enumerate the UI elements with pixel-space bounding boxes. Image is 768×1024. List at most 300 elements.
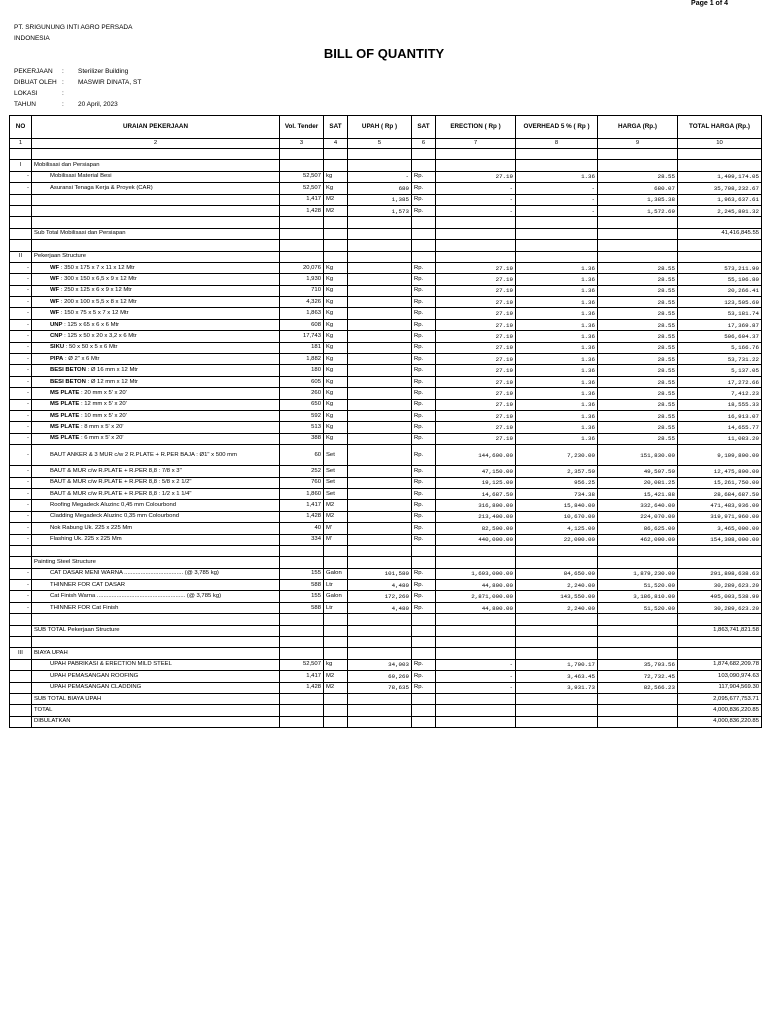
table-row: [10, 354, 762, 365]
item-currency: Rp.: [412, 445, 436, 466]
item-unit: M2: [324, 511, 348, 522]
item-dash: -: [10, 285, 32, 296]
col-sat2: SAT: [412, 116, 436, 139]
item-erection: -: [436, 183, 516, 194]
subtotal-row: [10, 693, 762, 704]
item-description: [32, 500, 280, 511]
table-row: [10, 331, 762, 342]
item-material: MS PLATE: [50, 401, 80, 408]
item-volume: 252: [280, 466, 324, 477]
item-dash: -: [10, 511, 32, 522]
item-dash: -: [10, 399, 32, 410]
item-currency: Rp.: [412, 205, 436, 216]
item-overhead: 1.36: [516, 354, 598, 365]
item-description: [32, 422, 280, 433]
item-upah: [348, 500, 412, 511]
item-overhead: 1,700.17: [516, 659, 598, 670]
item-overhead: 1.36: [516, 319, 598, 330]
item-total: 319,971,960.00: [678, 511, 762, 522]
item-description: [32, 171, 280, 182]
item-unit: Kg: [324, 308, 348, 319]
item-erection: 27.19: [436, 410, 516, 421]
item-overhead: 1.36: [516, 274, 598, 285]
item-upah: [348, 477, 412, 488]
item-erection: 27.19: [436, 376, 516, 387]
item-overhead: 2,357.50: [516, 466, 598, 477]
item-erection: 44,800.00: [436, 602, 516, 613]
item-erection: 27.19: [436, 422, 516, 433]
table-row: [10, 500, 762, 511]
item-overhead: 1.36: [516, 376, 598, 387]
item-description: [32, 511, 280, 522]
item-overhead: -: [516, 194, 598, 205]
blank-row: [10, 637, 762, 648]
item-label: : 125 x 65 x 6 x 6 Mtr: [64, 321, 120, 328]
item-total: 291,898,638.63: [678, 568, 762, 579]
item-total: 3,465,000.00: [678, 523, 762, 534]
item-total: 11,083.20: [678, 433, 762, 444]
item-upah: [348, 331, 412, 342]
subtotal-row: [10, 228, 762, 239]
table-row: [10, 422, 762, 433]
col-harga: HARGA (Rp.): [598, 116, 678, 139]
item-upah: [348, 297, 412, 308]
item-total: 35,708,232.67: [678, 183, 762, 194]
item-dash: -: [10, 433, 32, 444]
table-row: [10, 659, 762, 670]
item-label: : Ø 2" x 6 Mtr: [64, 355, 100, 362]
item-total: 12,475,890.00: [678, 466, 762, 477]
item-erection: 2,871,000.00: [436, 591, 516, 602]
item-currency: Rp.: [412, 511, 436, 522]
item-harga: 3,186,810.00: [598, 591, 678, 602]
item-label: : 350 x 175 x 7 x 11 x 12 Mtr: [60, 264, 135, 271]
subtotal-label: SUB TOTAL Pekerjaan Structure: [32, 625, 280, 636]
group-label: Painting Steel Structure: [32, 557, 280, 568]
item-currency: Rp.: [412, 274, 436, 285]
table-row: [10, 477, 762, 488]
header-row: [10, 116, 762, 139]
item-description: [32, 523, 280, 534]
subtotal-label: TOTAL: [32, 705, 280, 716]
col-overhead: OVERHEAD 5 % ( Rp ): [516, 116, 598, 139]
item-unit: M2: [324, 500, 348, 511]
item-description: [32, 534, 280, 545]
item-erection: 27.19: [436, 331, 516, 342]
boq-body: [10, 149, 762, 728]
item-upah: 680: [348, 183, 412, 194]
item-dash: -: [10, 183, 32, 194]
item-harga: 28.55: [598, 422, 678, 433]
item-upah: [348, 534, 412, 545]
item-volume: 4,326: [280, 297, 324, 308]
item-dash: -: [10, 354, 32, 365]
item-unit: Kg: [324, 354, 348, 365]
item-description: [32, 297, 280, 308]
item-volume: 180: [280, 365, 324, 376]
item-currency: Rp.: [412, 477, 436, 488]
col-total: TOTAL HARGA (Rp.): [678, 116, 762, 139]
item-total: 1,499,174.05: [678, 171, 762, 182]
item-label: : 300 x 150 x 6,5 x 9 x 12 Mtr: [60, 275, 137, 282]
item-harga: 680.07: [598, 183, 678, 194]
item-currency: Rp.: [412, 410, 436, 421]
item-label: : 10 mm x 5' x 20': [80, 412, 127, 419]
item-label: THINNER FOR Cat Finish: [50, 604, 119, 611]
page-number: Page 1 of 4: [691, 0, 728, 7]
item-volume: 1,428: [280, 682, 324, 693]
item-erection: 27.19: [436, 433, 516, 444]
table-row: [10, 365, 762, 376]
item-upah: 4,480: [348, 580, 412, 591]
col-sat: SAT: [324, 116, 348, 139]
item-dash: -: [10, 319, 32, 330]
item-description: [32, 319, 280, 330]
table-row: [10, 488, 762, 499]
item-total: 20,266.41: [678, 285, 762, 296]
item-total: 53,731.22: [678, 354, 762, 365]
col-erection: ERECTION ( Rp ): [436, 116, 516, 139]
item-label: BAUT & MUR c/w R.PLATE + R.PER 8,8 : 5/8 x 2 1/2": [50, 479, 192, 486]
item-unit: Kg: [324, 319, 348, 330]
col-upah: UPAH ( Rp ): [348, 116, 412, 139]
item-label: UPAH PABRIKASI & ERECTION MILD STEEL: [50, 661, 172, 668]
section-number: III: [10, 648, 32, 659]
item-description: [32, 682, 280, 693]
item-volume: 650: [280, 399, 324, 410]
item-currency: Rp.: [412, 488, 436, 499]
item-unit: Kg: [324, 365, 348, 376]
item-currency: Rp.: [412, 388, 436, 399]
item-currency: Rp.: [412, 399, 436, 410]
table-row: [10, 399, 762, 410]
item-dash: -: [10, 388, 32, 399]
item-volume: 334: [280, 534, 324, 545]
item-label: Asuransi Tenaga Kerja & Proyek (CAR): [50, 184, 153, 191]
item-harga: 28.55: [598, 262, 678, 273]
item-label: BAUT ANKER & 3 MUR c/w 2 R.PLATE + R.PER BAJA : Ø1" x 500 mm: [50, 451, 237, 458]
item-label: UPAH PEMASANGAN ROOFING: [50, 672, 139, 679]
item-description: [32, 205, 280, 216]
item-material: WF: [50, 298, 60, 305]
item-erection: 440,000.00: [436, 534, 516, 545]
subtotal-label: SUB TOTAL BIAYA UPAH: [32, 693, 280, 704]
item-volume: 1,428: [280, 205, 324, 216]
item-harga: 28.55: [598, 308, 678, 319]
item-overhead: 4,125.00: [516, 523, 598, 534]
item-unit: M2: [324, 682, 348, 693]
item-volume: 513: [280, 422, 324, 433]
item-upah: 34,003: [348, 659, 412, 670]
item-unit: M': [324, 523, 348, 534]
item-erection: 27.19: [436, 308, 516, 319]
item-upah: [348, 319, 412, 330]
item-volume: 710: [280, 285, 324, 296]
section-title: Pekerjaan Structure: [32, 251, 280, 262]
item-volume: 605: [280, 376, 324, 387]
item-harga: 28.55: [598, 433, 678, 444]
item-label: CAT DASAR MENI WARNA .................................... (@ 3,785 kg): [50, 570, 219, 577]
item-currency: Rp.: [412, 422, 436, 433]
item-currency: Rp.: [412, 297, 436, 308]
item-harga: 28.55: [598, 388, 678, 399]
subtotal-value: 41,416,845.55: [678, 228, 762, 239]
table-row: [10, 523, 762, 534]
item-label: : 8 mm x 5' x 20': [80, 424, 124, 431]
item-erection: 27.19: [436, 388, 516, 399]
item-description: [32, 659, 280, 670]
blank-row: [10, 614, 762, 625]
subtotal-value: 2,095,677,753.71: [678, 693, 762, 704]
item-overhead: 1.36: [516, 399, 598, 410]
item-dash: [10, 671, 32, 682]
item-overhead: 956.25: [516, 477, 598, 488]
item-label: THINNER FOR CAT DASAR: [50, 581, 126, 588]
item-overhead: -: [516, 205, 598, 216]
section-title: BIAYA UPAH: [32, 648, 280, 659]
item-label: Cat Finish Warna ...................................................... (@ 3,785 kg): [50, 593, 222, 600]
item-harga: 51,520.00: [598, 602, 678, 613]
item-overhead: 1.36: [516, 365, 598, 376]
item-description: [32, 466, 280, 477]
table-row: [10, 376, 762, 387]
item-dash: -: [10, 274, 32, 285]
item-dash: -: [10, 171, 32, 182]
item-volume: 388: [280, 433, 324, 444]
item-label: BAUT & MUR c/w R.PLATE + R.PER 8,8 : 1/2 x 1 1/4": [50, 490, 192, 497]
item-overhead: -: [516, 183, 598, 194]
item-overhead: 3,463.45: [516, 671, 598, 682]
item-overhead: 1.36: [516, 285, 598, 296]
table-row: [10, 262, 762, 273]
blank-row: [10, 217, 762, 228]
item-upah: [348, 422, 412, 433]
item-material: WF: [50, 264, 60, 271]
item-upah: 1,385: [348, 194, 412, 205]
item-description: [32, 488, 280, 499]
table-row: [10, 285, 762, 296]
item-harga: 332,640.00: [598, 500, 678, 511]
item-description: [32, 365, 280, 376]
item-dash: -: [10, 262, 32, 273]
info-row: PEKERJAAN : Sterilizer Building: [14, 68, 129, 75]
item-erection: 14,687.50: [436, 488, 516, 499]
item-label: : 150 x 75 x 5 x 7 x 12 Mtr: [60, 310, 129, 317]
item-overhead: 1.36: [516, 297, 598, 308]
item-harga: 28.55: [598, 399, 678, 410]
item-unit: Kg: [324, 285, 348, 296]
item-upah: 69,269: [348, 671, 412, 682]
item-dash: -: [10, 488, 32, 499]
item-upah: [348, 285, 412, 296]
item-description: [32, 262, 280, 273]
item-overhead: 1.36: [516, 331, 598, 342]
item-total: 17,369.87: [678, 319, 762, 330]
item-volume: 588: [280, 602, 324, 613]
table-row: [10, 319, 762, 330]
item-upah: [348, 308, 412, 319]
item-currency: Rp.: [412, 671, 436, 682]
item-material: MS PLATE: [50, 424, 80, 431]
item-unit: Kg: [324, 342, 348, 353]
item-erection: -: [436, 659, 516, 670]
item-unit: kg: [324, 171, 348, 182]
item-material: SIKU: [50, 344, 65, 351]
item-total: 495,003,538.99: [678, 591, 762, 602]
item-harga: 1,879,230.00: [598, 568, 678, 579]
item-erection: 27.19: [436, 297, 516, 308]
item-description: [32, 591, 280, 602]
item-erection: 82,500.00: [436, 523, 516, 534]
item-currency: Rp.: [412, 433, 436, 444]
item-unit: M2: [324, 205, 348, 216]
item-currency: Rp.: [412, 285, 436, 296]
table-row: [10, 194, 762, 205]
item-description: [32, 410, 280, 421]
section-row: [10, 251, 762, 262]
item-volume: 155: [280, 591, 324, 602]
item-harga: 28.55: [598, 274, 678, 285]
item-description: [32, 388, 280, 399]
item-erection: 27.19: [436, 285, 516, 296]
item-erection: -: [436, 682, 516, 693]
info-row: TAHUN : 20 April, 2023: [14, 101, 118, 108]
item-harga: 28.55: [598, 297, 678, 308]
item-total: 5,137.05: [678, 365, 762, 376]
item-harga: 20,081.25: [598, 477, 678, 488]
item-overhead: 143,550.00: [516, 591, 598, 602]
item-volume: 1,882: [280, 354, 324, 365]
item-unit: Ltr: [324, 580, 348, 591]
table-row: [10, 568, 762, 579]
item-unit: Kg: [324, 410, 348, 421]
subtotal-value: 4,000,836,220.85: [678, 705, 762, 716]
item-label: Flashing Uk. 225 x 225 Mm: [50, 536, 122, 543]
item-currency: Rp.: [412, 194, 436, 205]
item-total: 573,211.90: [678, 262, 762, 273]
item-material: WF: [50, 275, 60, 282]
item-erection: 27.19: [436, 319, 516, 330]
item-volume: 1,417: [280, 671, 324, 682]
item-description: [32, 274, 280, 285]
item-description: [32, 568, 280, 579]
blank-row: [10, 545, 762, 556]
item-harga: 1,572.69: [598, 205, 678, 216]
item-overhead: 1.36: [516, 262, 598, 273]
item-label: Mobilisasi Material Besi: [50, 173, 112, 180]
item-overhead: 1.36: [516, 422, 598, 433]
item-upah: [348, 354, 412, 365]
item-volume: 592: [280, 410, 324, 421]
item-upah: [348, 410, 412, 421]
item-volume: 1,428: [280, 511, 324, 522]
item-overhead: 1.36: [516, 171, 598, 182]
item-description: [32, 580, 280, 591]
item-upah: 1,573: [348, 205, 412, 216]
item-description: [32, 445, 280, 466]
item-unit: Set: [324, 488, 348, 499]
item-description: [32, 354, 280, 365]
item-dash: -: [10, 466, 32, 477]
item-currency: Rp.: [412, 365, 436, 376]
item-erection: -: [436, 205, 516, 216]
item-total: 30,289,623.20: [678, 580, 762, 591]
item-total: 471,483,936.00: [678, 500, 762, 511]
table-row: [10, 388, 762, 399]
subtotal-label: Sub Total Mobilisasi dan Persiapan: [32, 228, 280, 239]
item-currency: Rp.: [412, 659, 436, 670]
item-material: WF: [50, 287, 60, 294]
table-row: [10, 342, 762, 353]
table-row: [10, 682, 762, 693]
item-upah: 172,260: [348, 591, 412, 602]
subtotal-value: 4,000,836,220.85: [678, 716, 762, 727]
item-currency: Rp.: [412, 602, 436, 613]
item-volume: 40: [280, 523, 324, 534]
item-currency: Rp.: [412, 591, 436, 602]
item-upah: [348, 399, 412, 410]
item-currency: Rp.: [412, 580, 436, 591]
item-description: [32, 376, 280, 387]
item-volume: 1,930: [280, 274, 324, 285]
item-upah: 4,480: [348, 602, 412, 613]
table-row: [10, 591, 762, 602]
item-total: 154,308,000.00: [678, 534, 762, 545]
item-description: [32, 477, 280, 488]
item-upah: [348, 262, 412, 273]
item-dash: [10, 659, 32, 670]
item-unit: Kg: [324, 376, 348, 387]
item-volume: 181: [280, 342, 324, 353]
item-overhead: 15,840.00: [516, 500, 598, 511]
item-overhead: 1.36: [516, 308, 598, 319]
item-harga: 28.55: [598, 171, 678, 182]
item-dash: -: [10, 568, 32, 579]
item-harga: 224,070.00: [598, 511, 678, 522]
item-currency: Rp.: [412, 523, 436, 534]
company-country: INDONESIA: [14, 35, 50, 42]
item-dash: [10, 682, 32, 693]
item-currency: Rp.: [412, 500, 436, 511]
item-upah: [348, 445, 412, 466]
item-total: 7,412.23: [678, 388, 762, 399]
item-dash: -: [10, 342, 32, 353]
item-erection: 19,125.00: [436, 477, 516, 488]
item-currency: Rp.: [412, 319, 436, 330]
table-row: [10, 274, 762, 285]
item-volume: 20,076: [280, 262, 324, 273]
item-erection: 47,150.00: [436, 466, 516, 477]
item-label: : Ø 12 mm x 12 Mtr: [87, 378, 138, 385]
item-overhead: 7,230.00: [516, 445, 598, 466]
item-currency: Rp.: [412, 308, 436, 319]
item-overhead: 1.36: [516, 342, 598, 353]
item-volume: 608: [280, 319, 324, 330]
item-total: 14,655.77: [678, 422, 762, 433]
item-material: BESI BETON: [50, 367, 86, 374]
item-label: UPAH PEMASANGAN CLADDING: [50, 684, 142, 691]
item-erection: 213,400.00: [436, 511, 516, 522]
company-name: PT. SRIGUNUNG INTI AGRO PERSADA: [14, 24, 133, 31]
subtotal-row: [10, 716, 762, 727]
table-row: [10, 410, 762, 421]
item-label: Nok Rabung Uk. 225 x 225 Mm: [50, 524, 133, 531]
section-row: [10, 160, 762, 171]
item-harga: 28.55: [598, 365, 678, 376]
item-total: 16,913.07: [678, 410, 762, 421]
item-material: BESI BETON: [50, 378, 86, 385]
item-material: MS PLATE: [50, 412, 80, 419]
